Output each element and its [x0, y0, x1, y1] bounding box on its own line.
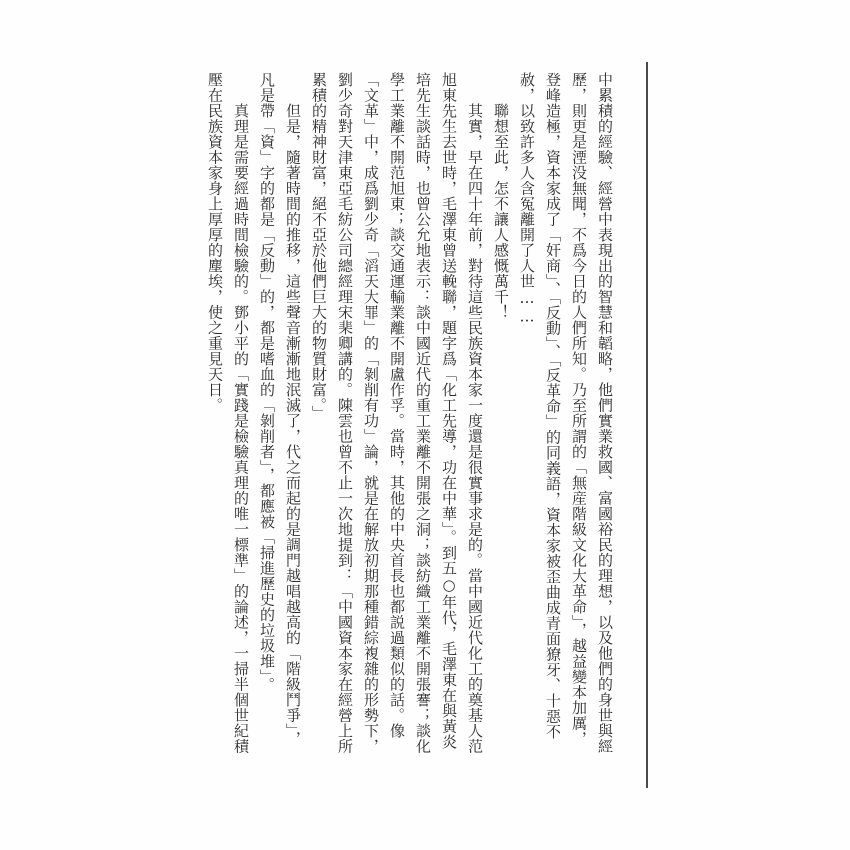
- page-margin-rule: [646, 62, 648, 788]
- body-paragraph: 其實，早在四十年前，對待這些民族資本家一度還是很實事求是的。當中國近代化工的奠基人范旭東先生去世時，毛澤東曾送輓聯，題字爲「化工先導，功在中華」。到五○年代，毛澤東在與黃炎培先生談話時，也曾公允地表示：談中國近代的重工業離不開張之洞；談紡織工業離不開張謇；談化學工業離不開范旭東；談交通運輸業離不開盧作孚。當時，其他的中央首長也都説過類似的話。像「文革」中，成爲劉少奇「滔天大罪」的「剝削有功」論，就是在解放初期那種錯綜複雜的形勢下，劉少奇對天津東亞毛紡公司總經理宋棐卿講的。陳雲也曾不止一次地提到：「中國資本家在經營上所累積的精神財富，絕不亞於他們巨大的物質財富。」: [310, 72, 484, 754]
- body-paragraph: 但是，隨著時間的推移，這些聲音漸漸地泯滅了，代之而起的是調門越唱越高的「階級鬥爭」，凡是帶「資」字的都是「反動」的，都是嗜血的「剝削者」，都應被「掃進歷史的垃圾堆」。: [258, 72, 302, 747]
- body-paragraph-continuation: 中累積的經驗、經營中表現出的智慧和韜略，他們實業救國、富國裕民的理想，以及他們的身世與經歷，則更是湮没無聞，不爲今日的人們所知。乃至所謂的「無産階級文化大革命」，越益變本加厲，登峰造極，資本家成了「奸商」、「反動」、「反革命」的同義語，資本家被歪曲成青面獠牙、十惡不赦，以致許多人含冤離開了人世……: [518, 72, 614, 754]
- page-text-block: [168, 72, 618, 756]
- body-paragraph: 聯想至此，怎不讓人感慨萬千！: [492, 103, 510, 320]
- body-paragraph: 真理是需要經過時間檢驗的。鄧小平的「實踐是檢驗真理的唯一標準」的論述，一掃半個世紀積壓在民族資本家身上厚厚的塵埃，使之重見天日。: [206, 72, 250, 754]
